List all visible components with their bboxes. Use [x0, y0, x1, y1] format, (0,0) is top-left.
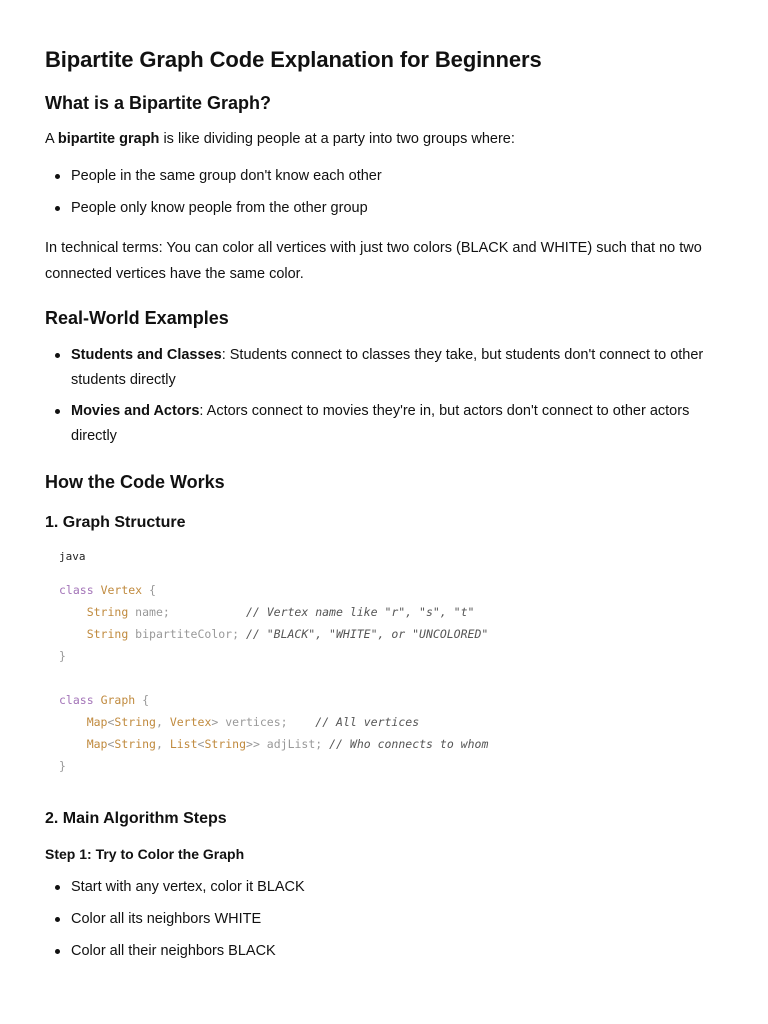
bullet-icon [55, 885, 60, 890]
intro-suffix: is like dividing people at a party into two groups where: [159, 131, 515, 147]
heading-step-1: Step 1: Try to Color the Graph [45, 846, 245, 862]
bullet-icon [55, 917, 60, 922]
code-keyword: class [59, 583, 94, 597]
code-comment: // Vertex name like "r", "s", "t" [245, 605, 475, 619]
step1-list [45, 875, 725, 964]
code-field: vertices; [218, 715, 288, 729]
examples-list [45, 343, 725, 449]
list-item [45, 907, 725, 932]
code-comment: // All vertices [315, 715, 420, 729]
bullet-icon [55, 949, 60, 954]
code-comment: // Who connects to whom [329, 737, 489, 751]
code-type: String [86, 627, 129, 641]
list-item-text: Start with any vertex, color it BLACK [71, 879, 305, 895]
heading-how-code-works: How the Code Works [45, 472, 225, 492]
page-title: Bipartite Graph Code Explanation for Beginners [45, 47, 542, 72]
list-item [45, 399, 725, 449]
intro-paragraph [45, 126, 725, 152]
list-item-text: People only know people from the other group [71, 200, 368, 216]
example-text: : Actors connect to movies they're in, but actors don't connect to other actors directly [71, 403, 690, 444]
code-content: class Vertex { String name; // Vertex name like "r", "s", "t" String bipartiteColor; // "BLACK", "WHITE", or "UNCOLORED" } class Graph { Map<String, Vertex> vertices; // All vertices Map<String, List<String>> adjList; // Who connects to whom } [59, 583, 489, 773]
technical-paragraph: In technical terms: You can color all vertices with just two colors (BLACK and WHITE) such that no two connected vertices have the same color. [45, 240, 702, 282]
code-block [45, 549, 725, 777]
bullet-icon [55, 353, 60, 358]
heading-what-is-bipartite: What is a Bipartite Graph? [45, 93, 272, 113]
code-field: bipartiteColor; [128, 627, 240, 641]
code-comment: // "BLACK", "WHITE", or "UNCOLORED" [245, 627, 489, 641]
code-type: Map [86, 715, 108, 729]
bullet-icon [55, 206, 60, 211]
list-item-text: People in the same group don't know each other [71, 168, 382, 184]
example-term: Students and Classes [71, 347, 222, 363]
code-keyword: class [59, 693, 94, 707]
code-type: String [114, 737, 156, 751]
document [45, 44, 725, 964]
code-type: String [86, 605, 129, 619]
code-class-name: Graph [100, 693, 136, 707]
heading-real-world-examples: Real-World Examples [45, 308, 229, 328]
heading-main-algorithm-steps: 2. Main Algorithm Steps [45, 810, 227, 827]
intro-bold: bipartite graph [57, 131, 160, 147]
list-item [45, 164, 725, 189]
code-type: Map [86, 737, 108, 751]
code-punct: { [135, 693, 150, 707]
list-item-text: Color all their neighbors BLACK [71, 943, 276, 959]
code-punct: } [59, 649, 66, 663]
code-type: List [169, 737, 198, 751]
code-language-label: java [59, 550, 86, 563]
heading-graph-structure: 1. Graph Structure [45, 514, 186, 531]
bullet-icon [55, 409, 60, 414]
list-item-text: Color all its neighbors WHITE [71, 911, 262, 927]
code-type: Vertex [169, 715, 212, 729]
code-field: adjList; [259, 737, 323, 751]
code-type: String [204, 737, 247, 751]
bullet-icon [55, 174, 60, 179]
code-class-name: Vertex [100, 583, 143, 597]
code-punct: } [59, 759, 66, 773]
example-term: Movies and Actors [71, 403, 200, 419]
list-item [45, 343, 725, 393]
code-type: String [114, 715, 156, 729]
code-punct: { [142, 583, 156, 597]
list-item [45, 875, 725, 900]
list-item [45, 196, 725, 221]
what-bullet-list [45, 164, 725, 221]
intro-prefix: A [45, 131, 58, 147]
example-text: : Students connect to classes they take, but students don't connect to other students directly [71, 347, 704, 388]
list-item [45, 939, 725, 964]
code-field: name; [128, 605, 170, 619]
